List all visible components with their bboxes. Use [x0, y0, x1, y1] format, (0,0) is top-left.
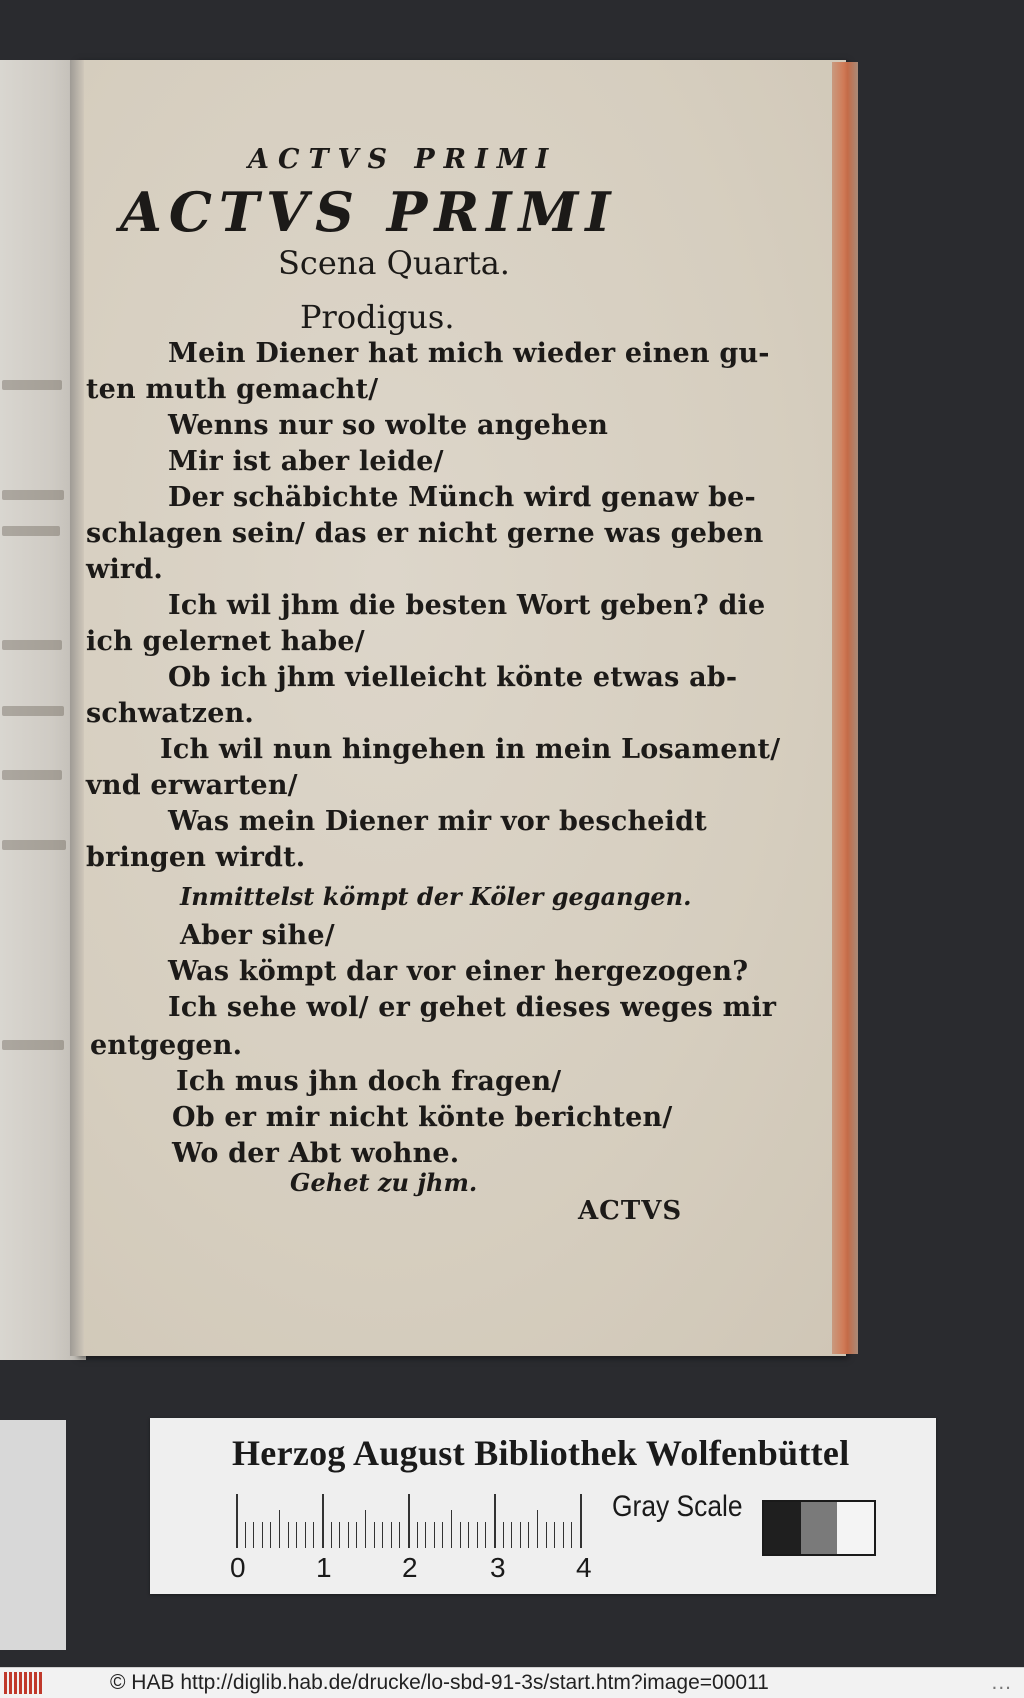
running-head: ACTVS PRIMI	[248, 144, 558, 175]
text-line: Wo der Abt wohne.	[172, 1138, 460, 1169]
swatch-gray	[801, 1502, 838, 1554]
color-calibration-card	[150, 1418, 936, 1594]
ruler-tick	[253, 1522, 254, 1548]
ruler-tick	[262, 1522, 263, 1548]
ruler-tick	[451, 1510, 452, 1548]
ruler-tick	[331, 1522, 332, 1548]
ruler-tick	[571, 1522, 572, 1548]
text-line: Mir ist aber leide/	[168, 446, 444, 477]
status-bar	[0, 1667, 1024, 1698]
text-line: Aber sihe/	[180, 920, 335, 951]
text-line: Ich mus jhn doch fragen/	[176, 1066, 562, 1097]
ruler-tick	[442, 1522, 443, 1548]
text-line: bringen wirdt.	[86, 842, 306, 873]
ruler-tick	[494, 1494, 496, 1548]
page-clip	[0, 1420, 66, 1650]
ruler-tick	[313, 1522, 314, 1548]
scene-heading: Scena Quarta.	[278, 244, 510, 282]
act-title: ACTVS PRIMI	[120, 180, 618, 244]
text-line: ich gelernet habe/	[86, 626, 365, 657]
ruler-number: 4	[576, 1552, 592, 1583]
ruler-tick	[503, 1522, 504, 1548]
ruler-tick	[537, 1510, 538, 1548]
text-line: Wenns nur so wolte angehen	[168, 410, 609, 441]
ruler-tick	[374, 1522, 375, 1548]
text-line: vnd erwarten/	[86, 770, 298, 801]
page-edge-red	[832, 62, 858, 1354]
hab-logo-icon	[4, 1672, 46, 1694]
ruler-tick	[580, 1494, 582, 1548]
copyright-url: © HAB http://diglib.hab.de/drucke/lo-sbd-91-3s/start.htm?image=00011	[110, 1671, 769, 1694]
card-title: Herzog August Bibliothek Wolfenbüttel	[232, 1433, 850, 1473]
ruler-tick	[348, 1522, 349, 1548]
ruler-tick	[322, 1494, 324, 1548]
ruler-tick	[485, 1522, 486, 1548]
ruler-tick	[356, 1522, 357, 1548]
book-gutter	[70, 60, 84, 1356]
ruler-tick	[288, 1522, 289, 1548]
swatch-black	[764, 1502, 801, 1554]
ruler-tick	[399, 1522, 400, 1548]
ruler-tick	[546, 1522, 547, 1548]
stage-direction: Inmittelst kömpt der Köler gegangen.	[180, 882, 692, 911]
text-line: Was kömpt dar vor einer hergezogen?	[168, 956, 749, 987]
ruler-tick	[339, 1522, 340, 1548]
ruler-number: 3	[490, 1552, 506, 1583]
measurement-ruler	[236, 1492, 588, 1548]
text-line: Was mein Diener mir vor bescheidt	[168, 806, 707, 837]
ruler-tick	[305, 1522, 306, 1548]
speaker-name: Prodigus.	[300, 298, 455, 336]
text-line: Der schäbichte Münch wird genaw be-	[168, 482, 756, 513]
ruler-tick	[365, 1510, 366, 1548]
gray-scale-label: Gray Scale	[612, 1490, 743, 1523]
text-line: Ich sehe wol/ er gehet dieses weges mir	[168, 992, 777, 1023]
ruler-tick	[236, 1494, 238, 1548]
text-line: Ich wil nun hingehen in mein Losament/	[160, 734, 781, 765]
ruler-tick	[520, 1522, 521, 1548]
text-line: entgegen.	[90, 1030, 243, 1061]
text-line: Ob ich jhm vielleicht könte etwas ab-	[168, 662, 738, 693]
more-icon[interactable]: ...	[991, 1671, 1012, 1694]
text-line: schwatzen.	[86, 698, 255, 729]
catchword: ACTVS	[578, 1196, 683, 1226]
stage-direction: Gehet zu jhm.	[290, 1168, 478, 1197]
ruler-tick	[408, 1494, 410, 1548]
ruler-tick	[563, 1522, 564, 1548]
ruler-tick	[279, 1510, 280, 1548]
ruler-number: 0	[230, 1552, 246, 1583]
ruler-tick	[391, 1522, 392, 1548]
text-line: ten muth gemacht/	[86, 374, 379, 405]
gray-scale-swatches	[762, 1500, 876, 1556]
ruler-number: 1	[316, 1552, 332, 1583]
ruler-tick	[270, 1522, 271, 1548]
ruler-tick	[417, 1522, 418, 1548]
ruler-tick	[511, 1522, 512, 1548]
ruler-tick	[554, 1522, 555, 1548]
ruler-tick	[425, 1522, 426, 1548]
ruler-tick	[245, 1522, 246, 1548]
ruler-tick	[296, 1522, 297, 1548]
ruler-tick	[434, 1522, 435, 1548]
ruler-tick	[528, 1522, 529, 1548]
ruler-tick	[468, 1522, 469, 1548]
ruler-tick	[382, 1522, 383, 1548]
text-line: Ob er mir nicht könte berichten/	[172, 1102, 673, 1133]
ruler-tick	[460, 1522, 461, 1548]
text-line: schlagen sein/ das er nicht gerne was geben	[86, 518, 764, 549]
text-line: wird.	[86, 554, 164, 585]
ruler-tick	[477, 1522, 478, 1548]
ruler-number: 2	[402, 1552, 418, 1583]
swatch-white	[837, 1502, 874, 1554]
text-line: Ich wil jhm die besten Wort geben? die	[168, 590, 766, 621]
text-line: Mein Diener hat mich wieder einen gu-	[168, 338, 770, 369]
